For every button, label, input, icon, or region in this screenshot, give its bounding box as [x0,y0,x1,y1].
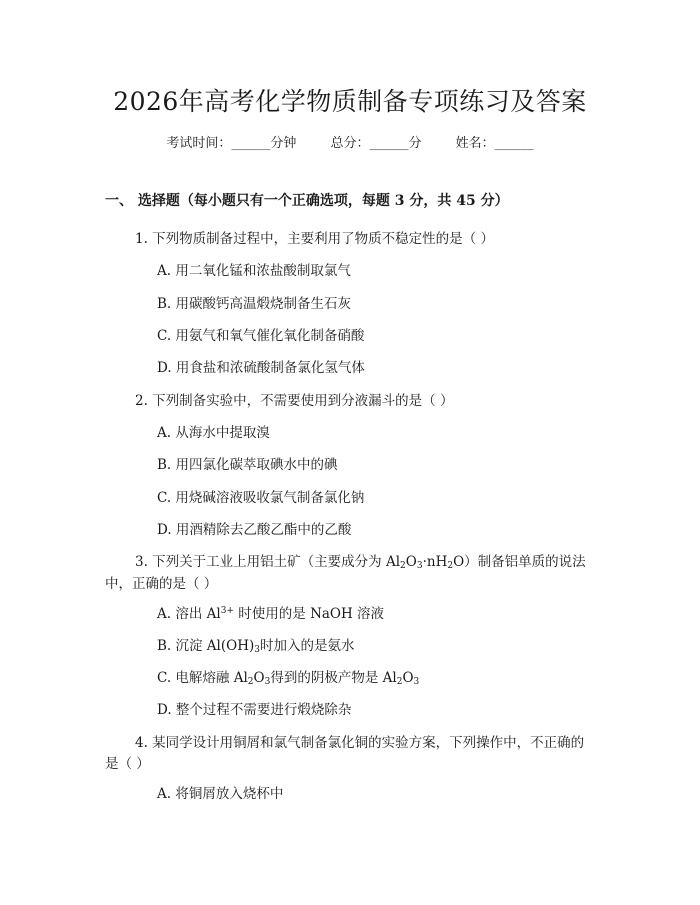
question-1-option-b[interactable]: B. 用碳酸钙高温煅烧制备生石灰 [157,296,352,312]
question-2-stem: 2. 下列制备实验中，不需要使用到分液漏斗的是（ ） [135,393,454,409]
question-1-option-c[interactable]: C. 用氨气和氧气催化氧化制备硝酸 [157,328,365,344]
question-1-stem: 1. 下列物质制备过程中，主要利用了物质不稳定性的是（ ） [135,231,494,247]
exam-time-field[interactable]: 考试时间：______分钟 [166,136,297,151]
question-3-stem-line1: 3. 下列关于工业上用铝土矿（主要成分为 $Al_2O_3\cdot nH_2O$）制备铝单质的说法 [135,554,586,571]
question-1-option-a[interactable]: A. 用二氧化锰和浓盐酸制取氯气 [157,263,351,279]
question-3-option-c[interactable]: C. 电解熔融 $Al_2O_3$得到的阴极产物是 $Al_2O_3$ [157,670,420,687]
question-2-option-d[interactable]: D. 用酒精除去乙酸乙酯中的乙酸 [157,522,352,538]
question-3-option-b[interactable]: B. 沉淀 $Al(OH)_3$时加入的是氨水 [157,638,355,655]
question-3-stem-line2: 中，正确的是（ ） [105,576,218,592]
question-4-stem-line1: 4. 某同学设计用铜屑和氯气制备氯化铜的实验方案，下列操作中，不正确的 [135,735,585,751]
section-heading: 一、 选择题（每小题只有一个正确选项，每题 3 分，共 45 分） [105,193,509,209]
question-3-option-d[interactable]: D. 整个过程不需要进行煅烧除杂 [157,702,352,718]
exam-meta [0,132,700,151]
question-4-option-a[interactable]: A. 将铜屑放入烧杯中 [157,786,284,802]
question-4-stem-line2: 是（ ） [105,756,150,772]
question-1-option-d[interactable]: D. 用食盐和浓硫酸制备氯化氢气体 [157,360,365,376]
question-2-option-c[interactable]: C. 用烧碱溶液吸收氯气制备氯化钠 [157,490,365,506]
total-score-field[interactable]: 总分：______分 [330,136,422,151]
question-2-option-a[interactable]: A. 从海水中提取溴 [157,425,270,441]
question-2-option-b[interactable]: B. 用四氯化碳萃取碘水中的碘 [157,457,338,473]
question-3-option-a[interactable]: A. 溶出 $Al^{3+}$ 时使用的是 NaOH 溶液 [157,606,385,622]
page-title: 2026年高考化学物质制备专项练习及答案 [113,87,587,116]
student-name-field[interactable]: 姓名：______ [455,136,534,151]
